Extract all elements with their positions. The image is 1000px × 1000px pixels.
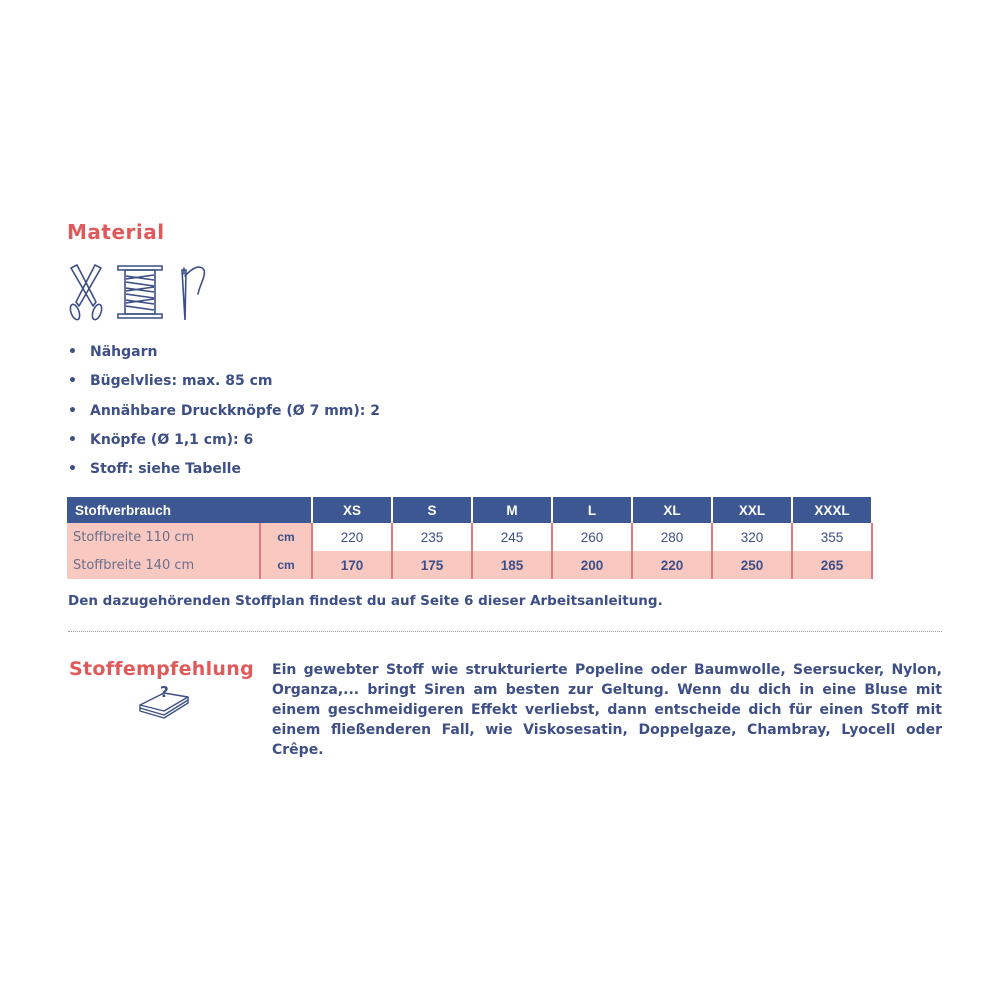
recommendation-text: Ein gewebter Stoff wie strukturierte Popeline oder Baumwolle, Seersucker, Nylon, Organza,... bringt Siren am besten zur Geltung. Wenn du dich in eine Bluse mit einem geschmeidigeren Effekt verliebst, dann entscheide dich für einen Stoff mit einem fließenderen Fall, wie Viskosesatin, Doppelgaze, Chambray, Lyocell oder Crêpe. <box>272 662 942 758</box>
scissors-icon <box>66 262 106 322</box>
row-unit: cm <box>260 551 312 579</box>
recommendation-title: Stoffempfehlung <box>69 658 254 680</box>
size-header: XXXL <box>792 497 872 523</box>
table-header-label: Stoffverbrauch <box>67 497 312 523</box>
table-cell: 220 <box>632 551 712 579</box>
row-label: Stoffbreite 140 cm <box>67 551 260 579</box>
list-item: • Annähbare Druckknöpfe (Ø 7 mm): 2 <box>68 402 380 419</box>
thread-spool-icon <box>117 262 163 322</box>
size-header: M <box>472 497 552 523</box>
list-item: • Nähgarn <box>68 344 158 360</box>
size-header: XS <box>312 497 392 523</box>
table-cell: 280 <box>632 523 712 551</box>
fabric-usage-table <box>67 497 873 579</box>
material-title: Material <box>67 220 165 244</box>
row-label: Stoffbreite 110 cm <box>67 523 260 551</box>
list-item: • Knöpfe (Ø 1,1 cm): 6 <box>68 431 254 448</box>
svg-text:?: ? <box>160 683 169 701</box>
table-row <box>67 523 872 551</box>
table-cell: 265 <box>792 551 872 579</box>
table-header-row <box>67 497 872 523</box>
table-cell: 320 <box>712 523 792 551</box>
row-unit: cm <box>260 523 312 551</box>
size-header: S <box>392 497 472 523</box>
table-cell: 200 <box>552 551 632 579</box>
table-cell: 250 <box>712 551 792 579</box>
table-cell: 170 <box>312 551 392 579</box>
size-header: XXL <box>712 497 792 523</box>
table-cell: 185 <box>472 551 552 579</box>
material-list <box>68 340 380 486</box>
table-row <box>67 551 872 579</box>
list-item: • Bügelvlies: max. 85 cm <box>68 373 273 390</box>
table-cell: 355 <box>792 523 872 551</box>
size-header: XL <box>632 497 712 523</box>
table-cell: 245 <box>472 523 552 551</box>
needle-icon <box>174 262 208 322</box>
table-cell: 175 <box>392 551 472 579</box>
fabric-question-icon <box>136 683 192 719</box>
table-cell: 260 <box>552 523 632 551</box>
dotted-divider <box>68 631 942 632</box>
size-header: L <box>552 497 632 523</box>
cutting-plan-note: Den dazugehörenden Stoffplan findest du auf Seite 6 dieser Arbeitsanleitung. <box>68 593 663 609</box>
table-cell: 220 <box>312 523 392 551</box>
table-cell: 235 <box>392 523 472 551</box>
list-item: • Stoff: siehe Tabelle <box>68 461 241 478</box>
